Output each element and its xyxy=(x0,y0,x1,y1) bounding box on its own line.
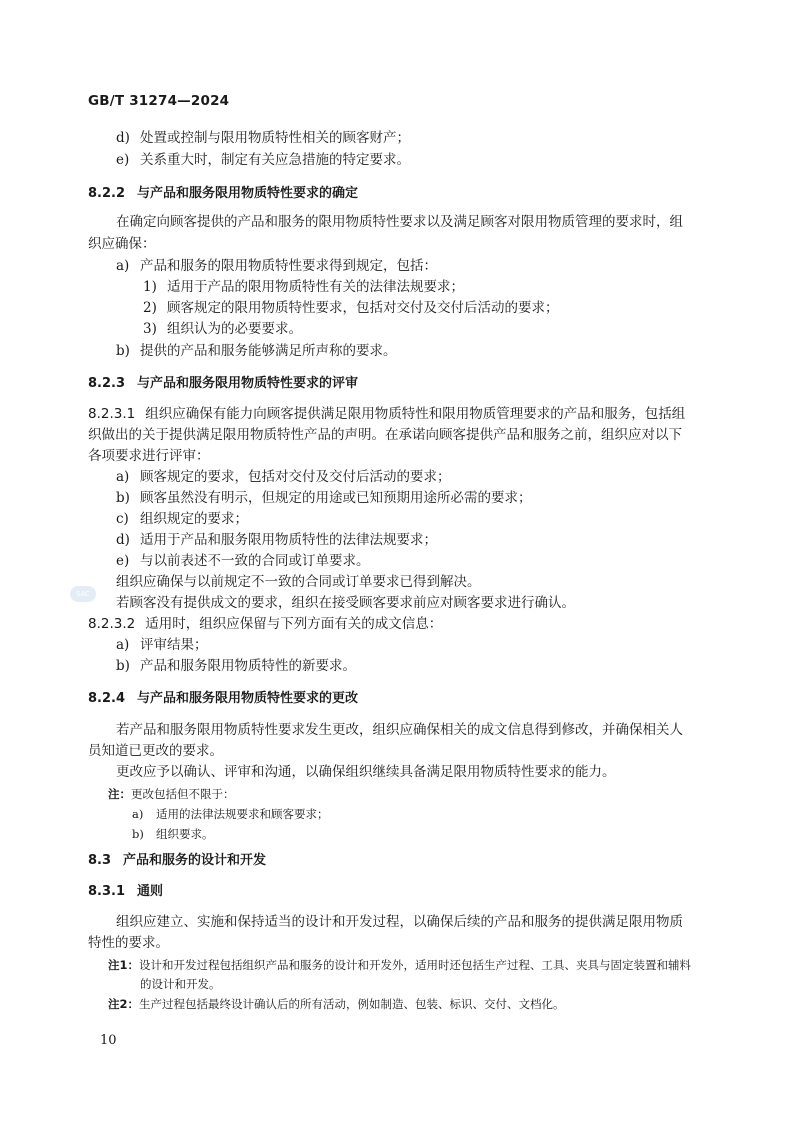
list-text: 组织要求。 xyxy=(156,827,214,841)
paragraph-text: 适用时，组织应保留与下列方面有关的成文信息： xyxy=(145,616,443,632)
heading-8-3 xyxy=(88,851,266,871)
paragraph-line: 组织应建立、实施和保持适当的设计和开发过程，以确保后续的产品和服务的提供满足限用物质 xyxy=(116,914,683,930)
note-label: 注2： xyxy=(108,997,140,1011)
paragraph-line: 织做出的关于提供满足限用物质特性产品的声明。在承诺向顾客提供产品和服务之前，组织应对以下 xyxy=(88,427,682,443)
list-marker: a) xyxy=(116,258,130,274)
heading-number: 8.3.1 xyxy=(88,884,126,899)
list-text: 产品和服务限用物质特性的新要求。 xyxy=(140,658,356,674)
paragraph-text: 组织应确保有能力向顾客提供满足限用物质特性和限用物质管理要求的产品和服务，包括组 xyxy=(145,406,686,422)
list-item-b xyxy=(116,488,532,508)
list-marker: a) xyxy=(116,469,130,485)
list-item-d xyxy=(116,530,437,550)
list-item-c xyxy=(116,509,248,529)
paragraph-line: 员知道已更改的要求。 xyxy=(88,743,223,759)
list-text: 适用于产品的限用物质特性有关的法律法规要求； xyxy=(167,279,464,295)
list-marker: e) xyxy=(116,553,130,569)
heading-title: 与产品和服务限用物质特性要求的确定 xyxy=(137,186,359,201)
clause-8-2-3-1 xyxy=(88,404,685,424)
heading-number: 8.3 xyxy=(88,853,112,868)
list-item-3 xyxy=(143,319,302,339)
note-list-item-a xyxy=(132,804,329,824)
heading-8-3-1 xyxy=(88,882,163,902)
heading-number: 8.2.3 xyxy=(88,376,126,391)
paragraph-line: 织应确保： xyxy=(88,236,156,252)
list-marker: d) xyxy=(116,130,130,146)
list-item-1 xyxy=(143,277,464,297)
heading-8-2-2 xyxy=(88,184,358,204)
note-text: 更改包括但不限于： xyxy=(131,787,235,801)
note-continuation: 的设计和开发。 xyxy=(140,977,221,991)
paragraph-line: 在确定向顾客提供的产品和服务的限用物质特性要求以及满足顾客对限用物质管理的要求时，组 xyxy=(116,214,683,230)
note xyxy=(108,784,235,804)
list-item-a xyxy=(116,635,208,655)
list-marker: a) xyxy=(132,807,144,821)
list-text: 评审结果； xyxy=(140,637,208,653)
list-text: 处置或控制与限用物质特性相关的顾客财产； xyxy=(140,130,410,146)
list-marker: b) xyxy=(116,343,130,359)
list-item-a xyxy=(116,467,451,487)
list-marker: e) xyxy=(116,152,130,168)
list-item-2 xyxy=(143,298,559,318)
heading-8-2-4 xyxy=(88,689,358,709)
clause-8-2-3-2 xyxy=(88,614,442,634)
list-text: 适用的法律法规要求和顾客要求； xyxy=(156,807,329,821)
note-text: 设计和开发过程包括组织产品和服务的设计和开发外，适用时还包括生产过程、工具、夹具与固定装置和辅料 xyxy=(139,958,692,972)
list-item-b xyxy=(116,656,356,676)
clause-number: 8.2.3.2 xyxy=(88,616,136,632)
paragraph-line: 各项要求进行评审： xyxy=(88,448,210,464)
standard-number: GB/T 31274—2024 xyxy=(88,93,230,109)
paragraph-line: 若顾客没有提供成文的要求，组织在接受顾客要求前应对顾客要求进行确认。 xyxy=(116,595,575,611)
list-item-b xyxy=(116,341,397,361)
note-label: 注1： xyxy=(108,958,140,972)
paragraph-line: 特性的要求。 xyxy=(88,935,169,951)
list-item-e xyxy=(116,551,370,571)
list-item-e xyxy=(116,150,410,170)
list-marker: b) xyxy=(116,658,130,674)
list-text: 顾客虽然没有明示，但规定的用途或已知预期用途所必需的要求； xyxy=(140,490,532,506)
watermark-logo: SAC xyxy=(70,586,96,602)
list-marker: d) xyxy=(116,532,130,548)
note-1 xyxy=(108,955,691,975)
paragraph-line: 更改应予以确认、评审和沟通，以确保组织继续具备满足限用物质特性要求的能力。 xyxy=(116,764,616,780)
list-text: 顾客规定的要求，包括对交付及交付后活动的要求； xyxy=(140,469,451,485)
list-marker: a) xyxy=(116,637,130,653)
list-marker: b) xyxy=(116,490,130,506)
note-2 xyxy=(108,994,565,1014)
list-text: 产品和服务的限用物质特性要求得到规定，包括： xyxy=(140,258,437,274)
paragraph-line: 组织应确保与以前规定不一致的合同或订单要求已得到解决。 xyxy=(116,574,481,590)
heading-title: 通则 xyxy=(137,884,164,899)
list-marker: 2) xyxy=(143,300,157,316)
list-text: 适用于产品和服务限用物质特性的法律法规要求； xyxy=(140,532,437,548)
list-item-d xyxy=(116,128,410,148)
list-text: 顾客规定的限用物质特性要求，包括对交付及交付后活动的要求； xyxy=(167,300,559,316)
note-list-item-b xyxy=(132,824,214,844)
clause-number: 8.2.3.1 xyxy=(88,406,136,422)
list-marker: b) xyxy=(132,827,144,841)
list-text: 组织认为的必要要求。 xyxy=(167,321,302,337)
list-text: 组织规定的要求； xyxy=(140,511,248,527)
list-text: 与以前表述不一致的合同或订单要求。 xyxy=(140,553,370,569)
note-label: 注： xyxy=(108,787,131,801)
page-number: 10 xyxy=(100,1033,117,1048)
list-marker: 3) xyxy=(143,321,157,337)
paragraph-line: 若产品和服务限用物质特性要求发生更改，组织应确保相关的成文信息得到修改，并确保相关人 xyxy=(116,722,683,738)
heading-number: 8.2.4 xyxy=(88,691,126,706)
heading-8-2-3 xyxy=(88,374,358,394)
heading-number: 8.2.2 xyxy=(88,186,126,201)
note-text: 生产过程包括最终设计确认后的所有活动，例如制造、包装、标识、交付、文档化。 xyxy=(139,997,565,1011)
heading-title: 与产品和服务限用物质特性要求的评审 xyxy=(137,376,359,391)
list-marker: c) xyxy=(116,511,129,527)
list-item-a xyxy=(116,256,437,276)
heading-title: 与产品和服务限用物质特性要求的更改 xyxy=(137,691,359,706)
list-text: 关系重大时，制定有关应急措施的特定要求。 xyxy=(140,152,410,168)
list-text: 提供的产品和服务能够满足所声称的要求。 xyxy=(140,343,397,359)
list-marker: 1) xyxy=(143,279,157,295)
heading-title: 产品和服务的设计和开发 xyxy=(123,853,267,868)
